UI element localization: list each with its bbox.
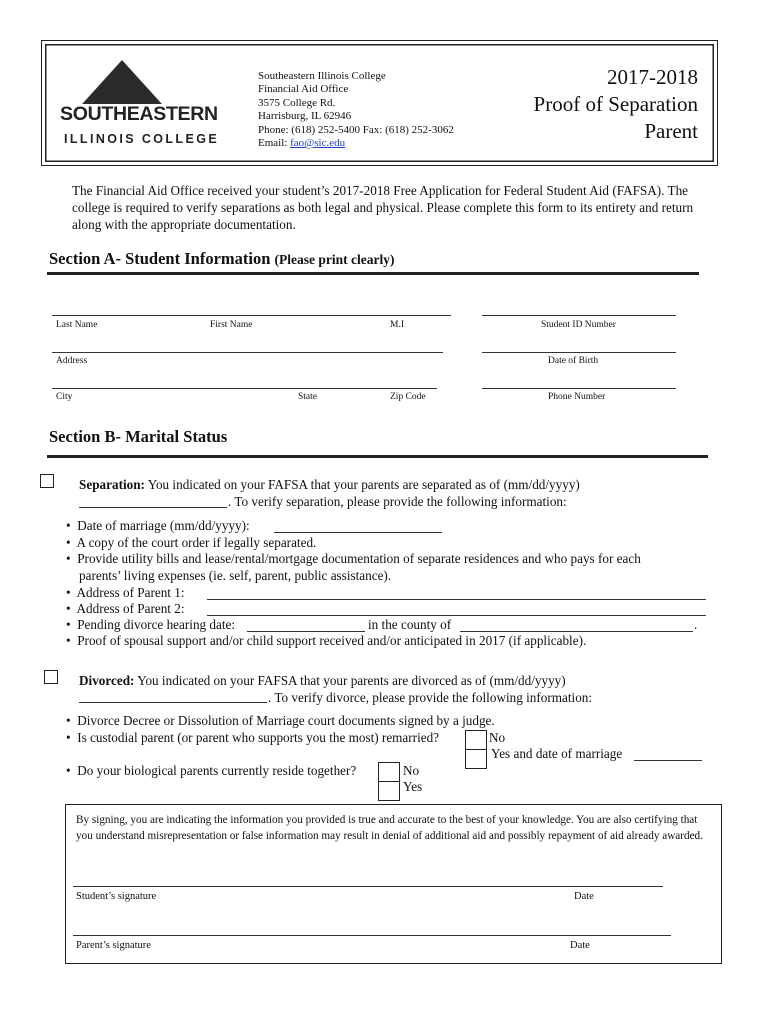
- address-label: Address: [56, 356, 88, 366]
- bullet-court-order: • A copy of the court order if legally separated.: [66, 535, 317, 550]
- student-signature-line[interactable]: [73, 874, 663, 887]
- mi-label: M.I: [390, 320, 404, 330]
- divorced-text1: You indicated on your FAFSA that your parents are divorced as of (mm/dd/yyyy): [134, 673, 566, 688]
- county-line[interactable]: [460, 617, 693, 632]
- section-a-title: Section A- Student Information: [49, 249, 271, 268]
- bullet-reside-together: • Do your biological parents currently reside together?: [66, 763, 357, 778]
- college-name: Southeastern Illinois College: [258, 70, 386, 82]
- bullet-parent1-address: • Address of Parent 1:: [66, 585, 185, 600]
- county-period: .: [694, 617, 698, 632]
- bullet-divorce-hearing: • Pending divorce hearing date:: [66, 617, 236, 632]
- intro-paragraph: The Financial Aid Office received your student’s 2017-2018 Free Application for Federal Student Aid (FAFSA). The college is required to verify separations as both legal and physical. Please complete this form to its entirety and return along with the appropriate documentation.: [72, 183, 694, 232]
- bullet-utility-bills: • Provide utility bills and lease/rental/mortgage documentation of separate residences and who pays for each: [66, 551, 641, 566]
- separation-date-line[interactable]: [79, 495, 227, 508]
- divorced-label: Divorced:: [79, 673, 135, 688]
- separation-text1: You indicated on your FAFSA that your parents are separated as of (mm/dd/yyyy): [144, 477, 580, 492]
- bullet-marriage-date: • Date of marriage (mm/dd/yyyy):: [66, 518, 250, 533]
- dob-input-line[interactable]: [482, 338, 676, 353]
- first-name-label: First Name: [210, 320, 253, 330]
- separation-label: Separation:: [79, 477, 145, 492]
- separation-line2: . To verify separation, please provide the following information:: [228, 494, 567, 509]
- bullet-utility-bills-cont: parents’ living expenses (ie. self, parent, public assistance).: [79, 568, 392, 583]
- county-label: in the county of: [368, 617, 452, 632]
- city-state-zip: Harrisburg, IL 62946: [258, 110, 352, 123]
- bullet-spousal-support: • Proof of spousal support and/or child support received and/or anticipated in 2017 (if applicable).: [66, 633, 587, 648]
- dob-label: Date of Birth: [548, 356, 599, 366]
- separation-line1: [79, 477, 580, 494]
- phone-fax: Phone: (618) 252-5400 Fax: (618) 252-3062: [258, 123, 454, 136]
- student-signature-label: Student’s signature: [76, 891, 157, 902]
- section-a-heading: [49, 249, 394, 269]
- last-name-label: Last Name: [56, 320, 98, 330]
- divorce-date-line[interactable]: [79, 690, 267, 703]
- reside-yes-label: Yes: [403, 779, 423, 794]
- reside-no-label: No: [403, 763, 420, 778]
- email-label: Email:: [258, 137, 291, 150]
- remarried-yes-label: Yes and date of marriage: [491, 746, 623, 761]
- city-state-zip-input-line[interactable]: [52, 374, 437, 389]
- office-name: Financial Aid Office: [258, 83, 349, 96]
- parent1-address-line[interactable]: [207, 585, 706, 600]
- parent-signature-label: Parent’s signature: [76, 940, 151, 951]
- remarriage-date-line[interactable]: [634, 746, 702, 761]
- student-id-label: Student ID Number: [541, 320, 616, 330]
- logo-text-line2: ILLINOIS COLLEGE: [64, 132, 220, 146]
- separation-checkbox[interactable]: [40, 474, 54, 488]
- remarried-no-label: No: [489, 730, 506, 745]
- bullet-divorce-decree: • Divorce Decree or Dissolution of Marriage court documents signed by a judge.: [66, 713, 495, 728]
- email-line: [258, 137, 454, 150]
- divorced-line2: . To verify divorce, please provide the following information:: [268, 690, 593, 705]
- state-label: State: [298, 392, 317, 402]
- section-b-title: Section B- Marital Status: [49, 427, 228, 446]
- remarried-no-checkbox[interactable]: [465, 730, 487, 750]
- section-a-subtitle: (Please print clearly): [274, 252, 395, 267]
- phone-label: Phone Number: [548, 392, 606, 402]
- parent-signature-line[interactable]: [73, 923, 671, 936]
- reside-yes-checkbox[interactable]: [378, 781, 400, 801]
- form-title-line2: Proof of Separation: [533, 92, 698, 116]
- bullet-remarried: • Is custodial parent (or parent who supports you the most) remarried?: [66, 730, 440, 745]
- street-address: 3575 College Rd.: [258, 96, 336, 109]
- remarried-yes-checkbox[interactable]: [465, 749, 487, 769]
- divorced-line1: [79, 673, 566, 690]
- student-date-label: Date: [574, 891, 594, 902]
- signature-statement: By signing, you are indicating the information you provided is true and accurate to the best of your knowledge. You are also certifying that you understand misrepresentation or false information may result in denial of additional aid and possibly repayment of aid already awarded.: [76, 814, 703, 842]
- reside-no-checkbox[interactable]: [378, 762, 400, 782]
- student-id-input-line[interactable]: [482, 301, 676, 316]
- form-title-year: 2017-2018: [607, 65, 698, 89]
- hearing-date-line[interactable]: [247, 617, 365, 632]
- parent2-address-line[interactable]: [207, 601, 706, 616]
- phone-input-line[interactable]: [482, 374, 676, 389]
- form-title-line3: Parent: [644, 119, 698, 143]
- marriage-date-line[interactable]: [274, 518, 442, 533]
- section-b-rule: [47, 455, 708, 458]
- logo-text-line1: SOUTHEASTERN: [60, 103, 218, 125]
- address-input-line[interactable]: [52, 338, 443, 353]
- section-a-rule: [47, 272, 699, 275]
- contact-block: [258, 70, 454, 150]
- city-label: City: [56, 392, 73, 402]
- form-title: [534, 64, 698, 145]
- bullet-parent2-address: • Address of Parent 2:: [66, 601, 185, 616]
- name-input-line[interactable]: [52, 301, 451, 316]
- parent-date-label: Date: [570, 940, 590, 951]
- email-link[interactable]: fao@sic.edu: [290, 137, 346, 150]
- zip-label: Zip Code: [390, 392, 426, 402]
- divorced-checkbox[interactable]: [44, 670, 58, 684]
